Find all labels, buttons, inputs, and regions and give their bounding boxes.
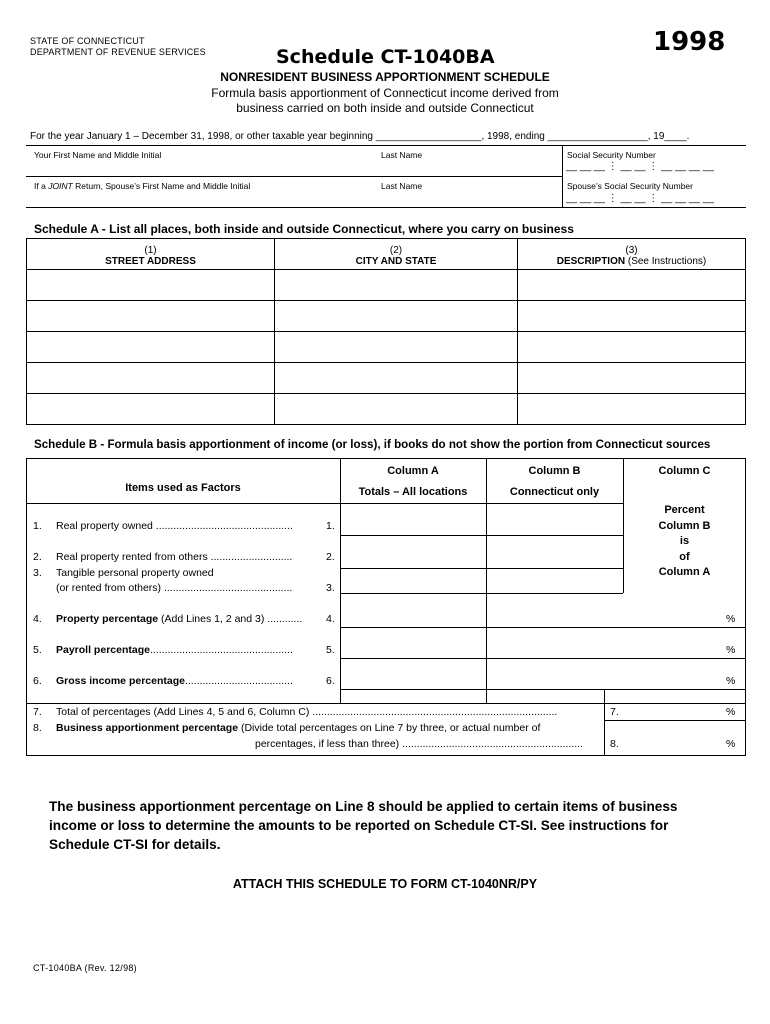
form-description-1: Formula basis apportionment of Connecticut income derived from	[211, 86, 559, 100]
column-c-note	[623, 503, 746, 581]
line-8-number: 8.	[33, 722, 42, 734]
period-end-field[interactable]: __________________	[547, 131, 648, 142]
column-c-note-line: Column B	[658, 519, 711, 532]
line-1-label: Real property owned ...............................................	[56, 520, 293, 532]
street-address-cell[interactable]	[27, 301, 275, 332]
line-6-column-c-input[interactable]	[624, 659, 724, 689]
line-7-number: 7.	[33, 706, 42, 718]
line-3-ref: 3.	[326, 582, 335, 594]
line-4-label	[56, 613, 302, 625]
table-row	[27, 394, 746, 425]
line-4-column-c-input[interactable]	[624, 594, 724, 627]
instruction-note-line: Schedule CT-SI for details.	[49, 837, 221, 852]
line-2-number: 2.	[33, 551, 42, 563]
line-3-column-a-input[interactable]	[341, 569, 486, 593]
line-2-ref: 2.	[326, 551, 335, 563]
period-text-b: , 1998, ending	[481, 131, 548, 142]
line-1-ref: 1.	[326, 520, 335, 532]
column-b-subheader: Connecticut only	[509, 486, 600, 498]
line-5-label-bold: Payroll percentage	[56, 644, 150, 656]
period-text-a: For the year January 1 – December 31, 1998, or other taxable year beginning	[30, 131, 376, 142]
col-label: CITY AND STATE	[355, 256, 437, 267]
form-year: 1998	[653, 27, 726, 57]
col-label-suffix: (See Instructions)	[625, 256, 707, 267]
city-state-cell[interactable]	[275, 270, 518, 301]
schedule-a-heading: Schedule A - List all places, both inside and outside Connecticut, where you carry on business	[34, 222, 574, 236]
line-6-label	[56, 675, 293, 687]
form-description-2: business carried on both inside and outside Connecticut	[236, 101, 534, 115]
table-row	[27, 270, 746, 301]
rule	[26, 503, 340, 504]
schedule-b-heading: Schedule B - Formula basis apportionment of income (or loss), if books do not show the portion from Connecticut sources	[34, 438, 711, 451]
first-name-field[interactable]: Your First Name and Middle Initial	[34, 150, 162, 160]
line-6-label-bold: Gross income percentage	[56, 675, 185, 687]
line-3-column-b-input[interactable]	[487, 569, 623, 593]
column-c-header: Column C	[658, 465, 711, 477]
line-8-percent-sign: %	[726, 738, 736, 750]
city-state-cell[interactable]	[275, 301, 518, 332]
tax-period-line	[30, 131, 689, 142]
line-1-column-a-input[interactable]	[341, 504, 486, 535]
line-6-number: 6.	[33, 675, 42, 687]
table-row	[27, 301, 746, 332]
city-state-cell[interactable]	[275, 363, 518, 394]
line-2-column-a-input[interactable]	[341, 536, 486, 568]
description-cell[interactable]	[518, 394, 746, 425]
spouse-ssn-field[interactable]: __ __ __ ⋮ __ __ ⋮ __ __ __ __	[566, 193, 714, 204]
table-row	[27, 332, 746, 363]
line-4-number: 4.	[33, 613, 42, 625]
col-label: DESCRIPTION	[556, 256, 626, 267]
attach-instruction: ATTACH THIS SCHEDULE TO FORM CT-1040NR/PY	[232, 877, 538, 891]
line-5-label	[56, 644, 293, 656]
column-c-note-line: Percent	[664, 504, 705, 516]
rule	[562, 145, 563, 207]
line-5-column-c-input[interactable]	[624, 628, 724, 658]
line-4-label-bold: Property percentage	[56, 613, 159, 625]
line-7-ref: 7.	[610, 706, 619, 718]
spouse-ssn-field-label: Spouse’s Social Security Number	[567, 181, 693, 191]
column-c-note-line: is	[679, 535, 690, 547]
instruction-note-line: The business apportionment percentage on Line 8 should be applied to certain items of business	[49, 799, 678, 814]
column-c-note-line: Column A	[658, 566, 711, 578]
schedule-a-col-1	[27, 239, 275, 270]
schedule-a-table	[26, 238, 746, 425]
form-title: Schedule CT-1040BA	[276, 46, 495, 68]
rule	[26, 593, 27, 594]
line-8-column-c-input[interactable]	[624, 721, 724, 755]
line-7-column-c-input[interactable]	[624, 690, 724, 720]
agency-line-1: STATE OF CONNECTICUT	[30, 36, 145, 46]
line-4-percent-sign: %	[726, 613, 736, 625]
line-1-number: 1.	[33, 520, 42, 532]
city-state-cell[interactable]	[275, 394, 518, 425]
line-2-label: Real property rented from others ............................	[56, 551, 293, 563]
items-header: Items used as Factors	[125, 482, 241, 494]
line-8-label-bold: Business apportionment percentage	[56, 722, 239, 734]
line-4-ref: 4.	[326, 613, 335, 625]
col-label: STREET ADDRESS	[105, 256, 196, 267]
line-4-label-text: (Add Lines 1, 2 and 3) ............	[158, 613, 303, 625]
schedule-a-col-3	[518, 239, 746, 270]
rule	[604, 689, 605, 756]
period-begin-field[interactable]: ___________________	[375, 131, 482, 142]
city-state-cell[interactable]	[275, 332, 518, 363]
rule	[26, 207, 746, 208]
description-cell[interactable]	[518, 363, 746, 394]
description-cell[interactable]	[518, 332, 746, 363]
line-8-label-cont: percentages, if less than three) ..............................................................	[255, 738, 583, 750]
schedule-a-col-2	[275, 239, 518, 270]
rule	[26, 176, 562, 177]
rule	[26, 145, 746, 146]
col-number: (2)	[389, 245, 403, 256]
line-3-number: 3.	[33, 567, 42, 579]
spouse-label-pre: If a	[34, 181, 49, 191]
spouse-last-name-field[interactable]: Last Name	[381, 181, 423, 191]
last-name-field[interactable]: Last Name	[381, 150, 423, 160]
line-8-label	[56, 722, 540, 734]
line-5-label-text: .................................................	[149, 644, 293, 656]
line-3-label-cont: (or rented from others) ............................................	[56, 582, 293, 594]
line-7-percent-sign: %	[726, 706, 736, 718]
line-1-column-b-input[interactable]	[487, 504, 623, 535]
ssn-field[interactable]: __ __ __ ⋮ __ __ ⋮ __ __ __ __	[566, 161, 714, 172]
description-cell[interactable]	[518, 270, 746, 301]
line-5-ref: 5.	[326, 644, 335, 656]
schedule-a-header-row	[27, 239, 746, 270]
street-address-cell[interactable]	[27, 394, 275, 425]
line-8-ref: 8.	[610, 738, 619, 750]
street-address-cell[interactable]	[27, 270, 275, 301]
column-a-header: Column A	[387, 465, 439, 477]
description-cell[interactable]	[518, 301, 746, 332]
line-6-ref: 6.	[326, 675, 335, 687]
street-address-cell[interactable]	[27, 363, 275, 394]
instruction-note	[49, 797, 677, 854]
spouse-label-post: Return, Spouse’s First Name and Middle Initial	[72, 181, 251, 191]
line-6-percent-sign: %	[726, 675, 736, 687]
line-2-column-b-input[interactable]	[487, 536, 623, 568]
line-7-label: Total of percentages (Add Lines 4, 5 and 6, Column C) ....................................................................................	[56, 706, 558, 718]
table-row	[27, 363, 746, 394]
column-a-subheader: Totals – All locations	[358, 486, 468, 498]
form-footer: CT-1040BA (Rev. 12/98)	[33, 963, 137, 973]
col-number: (1)	[144, 245, 157, 256]
spouse-label-joint: JOINT	[48, 181, 73, 191]
period-text-c: , 19____.	[647, 131, 690, 142]
agency-line-2: DEPARTMENT OF REVENUE SERVICES	[30, 47, 206, 57]
ssn-field-label: Social Security Number	[567, 150, 656, 160]
street-address-cell[interactable]	[27, 332, 275, 363]
instruction-note-line: income or loss to determine the amounts to be reported on Schedule CT-SI. See instructions for	[49, 818, 669, 833]
column-b-header: Column B	[528, 465, 581, 477]
column-c-note-line: of	[679, 550, 690, 563]
form-subtitle: NONRESIDENT BUSINESS APPORTIONMENT SCHEDULE	[220, 70, 550, 84]
line-5-number: 5.	[33, 644, 42, 656]
spouse-first-name-field[interactable]	[34, 181, 250, 191]
line-3-label: Tangible personal property owned	[56, 567, 214, 579]
rule	[340, 593, 623, 594]
line-5-percent-sign: %	[726, 644, 736, 656]
line-8-label-text: (Divide total percentages on Line 7 by three, or actual number of	[238, 722, 541, 734]
col-number: (3)	[625, 245, 638, 256]
line-6-label-text: .....................................	[184, 675, 293, 687]
